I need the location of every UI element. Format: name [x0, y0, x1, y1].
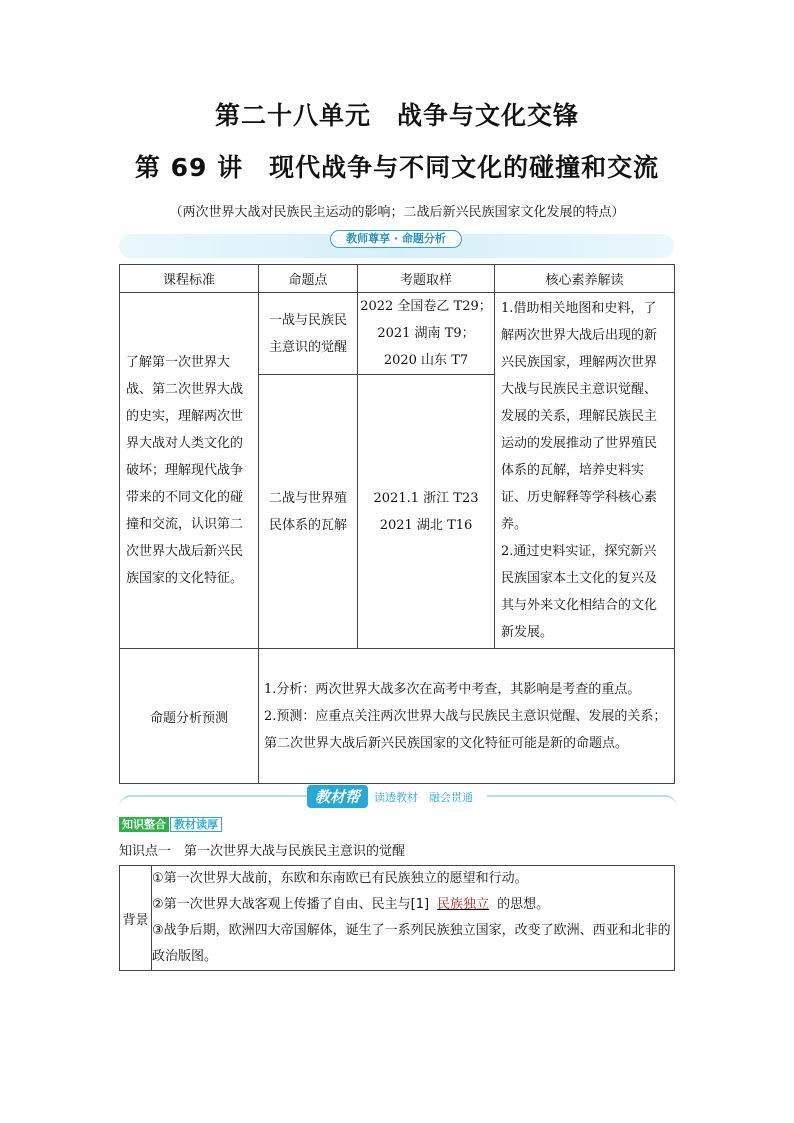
samples-list-2	[358, 485, 494, 539]
teacher-banner-label: 教师尊享 · 命题分析	[330, 230, 462, 248]
background-item-2	[152, 892, 674, 918]
sample-item: 2022 全国卷乙 T29；	[360, 299, 492, 315]
knowledge-point-title: 知识点一 第一次世界大战与民族民主意识的觉醒	[119, 844, 406, 859]
table-header-row	[120, 265, 675, 293]
textbook-mark: 教材帮	[307, 785, 368, 808]
lesson-subtitle: （两次世界大战对民族民主运动的影响；二战后新兴民族国家文化发展的特点）	[169, 205, 625, 220]
topic-text-2: 二战与世界殖民体系的瓦解	[268, 490, 347, 533]
sample-item: 2021.1 浙江 T23	[373, 490, 479, 506]
topic-text-1: 一战与民族民主意识的觉醒	[268, 312, 347, 355]
background-item-1: ①第一次世界大战前，东欧和东南欧已有民族独立的愿望和行动。	[152, 871, 528, 886]
literacy-item: 2.通过史料实证，探究新兴民族国家本土文化的复兴及其与外来文化相结合的文化新发展。	[501, 544, 658, 640]
sample-item: 2021 湖北 T16	[379, 517, 473, 533]
forecast-item: 2.预测：应重点关注两次世界大战与民族民主意识觉醒、发展的关系；第二次世界大战后新兴民族国家的文化特征可能是新的命题点。	[264, 708, 667, 751]
literacy-item: 1.借助相关地图和史料，了解两次世界大战后出现的新兴民族国家，理解两次世界大战与民族民主意识觉醒、发展的关系，理解民族民主运动的发展推动了世界殖民体系的瓦解，培养史料实证、历史解释等学科核心素养。	[501, 301, 658, 532]
teacher-banner	[119, 234, 674, 258]
literacy-cell	[495, 293, 675, 649]
textbook-banner-label	[307, 785, 487, 807]
header-standard: 课程标准	[120, 265, 259, 293]
table-row	[120, 293, 675, 375]
curriculum-table	[119, 264, 675, 784]
background-label: 背景	[120, 866, 152, 971]
background-item-3: ③战争后期，欧洲四大帝国解体，诞生了一系列民族独立国家，改变了欧洲、西亚和北非的政治版图。	[152, 923, 671, 964]
forecast-cell	[259, 649, 675, 784]
samples-cell-1	[358, 293, 495, 375]
answer-blank: 民族独立	[437, 897, 490, 912]
standard-cell	[120, 293, 259, 649]
item-2-prefix: ②第一次世界大战客观上传播了自由、民主与[1]	[152, 897, 430, 912]
header-topic: 命题点	[259, 265, 358, 293]
topic-cell-2	[259, 375, 358, 649]
header-literacy: 核心素养解读	[495, 265, 675, 293]
section-tag-right: 教材读厚	[170, 817, 222, 832]
forecast-label: 命题分析预测	[120, 649, 259, 784]
samples-list-1	[358, 293, 494, 374]
forecast-list	[259, 674, 674, 759]
textbook-banner	[119, 788, 677, 811]
unit-title: 第二十八单元 战争与文化交锋	[214, 101, 579, 130]
forecast-item: 1.分析：两次世界大战多次在高考中考查，其影响是考查的重点。	[264, 681, 641, 697]
section-tag-left: 知识整合	[119, 817, 169, 832]
samples-cell-2	[358, 375, 495, 649]
topic-cell-1	[259, 293, 358, 375]
item-2-suffix: 的思想。	[497, 897, 550, 912]
literacy-list	[495, 293, 674, 648]
lesson-title: 第 69 讲 现代战争与不同文化的碰撞和交流	[134, 153, 660, 182]
sample-item: 2020 山东 T7	[383, 353, 469, 369]
sample-item: 2021 湖南 T9；	[377, 326, 475, 342]
background-table	[119, 865, 675, 971]
textbook-slogan: 读透教材 融会贯通	[374, 790, 474, 804]
header-samples: 考题取样	[358, 265, 495, 293]
standard-text: 了解第一次世界大战、第二次世界大战的史实，理解两次世界大战对人类文化的破坏；理解现代战争带来的不同文化的碰撞和交流，认识第二次世界大战后新兴民族国家的文化特征。	[126, 355, 244, 586]
background-row	[120, 866, 675, 971]
forecast-row	[120, 649, 675, 784]
section-tag	[119, 816, 222, 832]
background-content	[152, 866, 675, 971]
